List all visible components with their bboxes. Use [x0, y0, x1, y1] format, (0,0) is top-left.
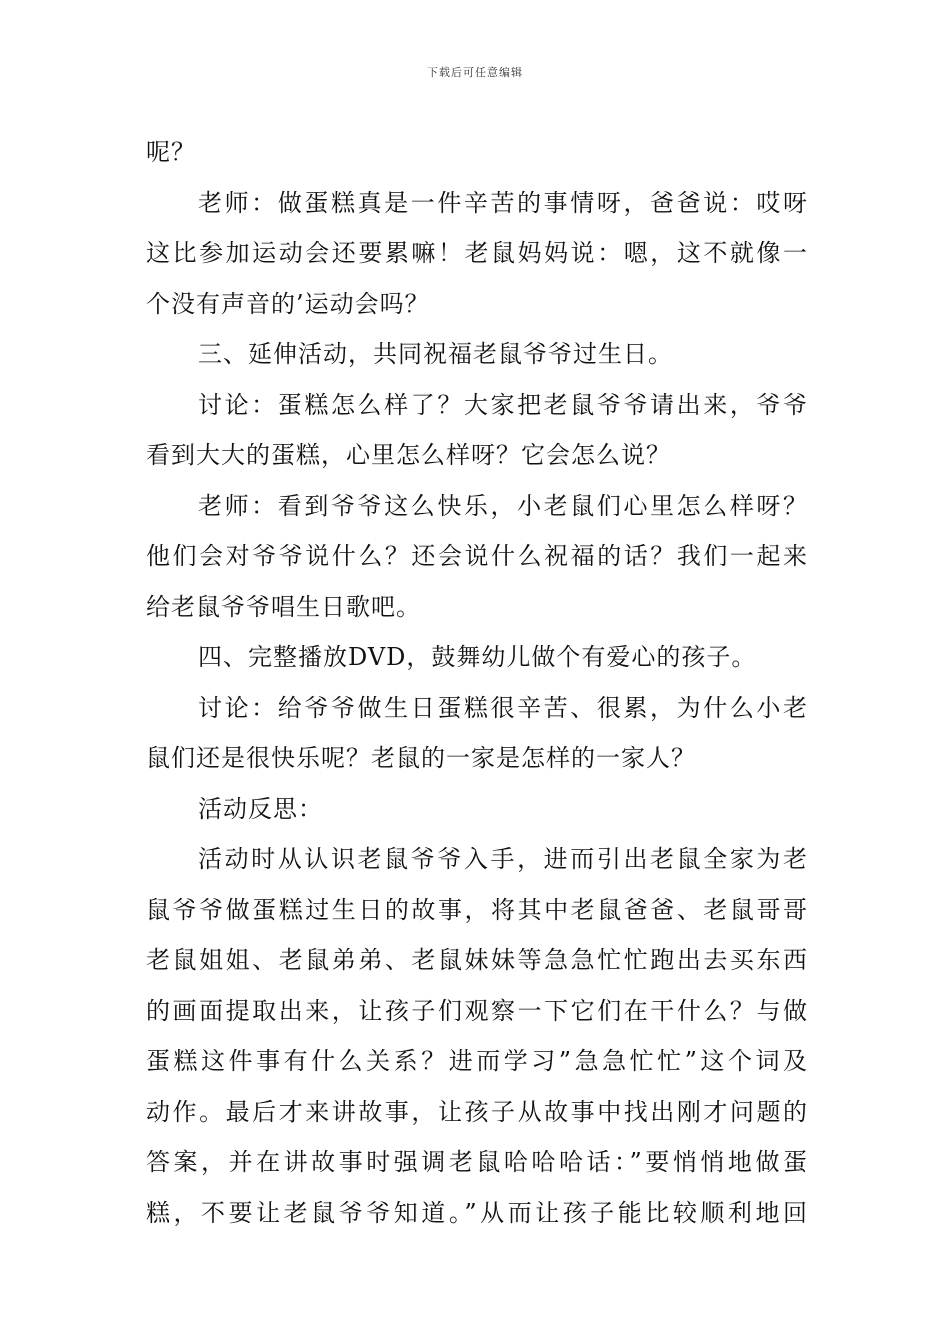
text-line: 三、延伸活动，共同祝福老鼠爷爷过生日。: [198, 340, 673, 368]
text-line: 的画面提取出来，让孩子们观察一下它们在干什么？与做: [146, 996, 808, 1025]
text-line: 鼠爷爷做蛋糕过生日的故事，将其中老鼠爸爸、老鼠哥哥: [146, 895, 808, 924]
text-line: 给老鼠爷爷唱生日歌吧。: [146, 592, 421, 621]
page-header: 下载后可任意编辑: [427, 66, 523, 79]
text-line: 老师：做蛋糕真是一件辛苦的事情呀，爸爸说：哎呀: [198, 188, 808, 217]
text-line: 看到大大的蛋糕，心里怎么样呀？它会怎么说？: [146, 441, 671, 469]
text-line: 讨论：给爷爷做生日蛋糕很辛苦、很累，为什么小老: [198, 693, 808, 722]
text-line: 糕，不要让老鼠爷爷知道。”从而让孩子能比较顺利地回: [146, 1198, 808, 1227]
text-line: 老鼠姐姐、老鼠弟弟、老鼠妹妹等急急忙忙跑出去买东西: [146, 946, 808, 974]
text-line: 活动时从认识老鼠爷爷入手，进而引出老鼠全家为老: [198, 845, 808, 873]
body-text: [146, 127, 808, 1238]
text-line: 讨论：蛋糕怎么样了？大家把老鼠爷爷请出来，爷爷: [198, 390, 808, 419]
text-line: 鼠们还是很快乐呢？老鼠的一家是怎样的一家人？: [146, 744, 696, 772]
text-line: 蛋糕这件事有什么关系？进而学习”急急忙忙”这个词及: [146, 1047, 808, 1075]
text-line: 动作。最后才来讲故事，让孩子从故事中找出刚才问题的: [146, 1097, 808, 1126]
text-line: 个没有声音的’运动会吗？: [146, 289, 430, 318]
text-line: 四、完整播放DVD，鼓舞幼儿做个有爱心的孩子。: [198, 643, 757, 671]
text-line: 老师：看到爷爷这么快乐，小老鼠们心里怎么样呀？: [198, 491, 808, 520]
text-line: 答案，并在讲故事时强调老鼠哈哈哈话：”要悄悄地做蛋: [146, 1148, 808, 1176]
text-line: 他们会对爷爷说什么？还会说什么祝福的话？我们一起来: [146, 542, 808, 570]
text-line: 呢？: [146, 138, 196, 166]
text-line: 这比参加运动会还要累嘛！老鼠妈妈说：嗯，这不就像一: [146, 239, 808, 267]
text-line: 活动反思：: [198, 794, 323, 823]
